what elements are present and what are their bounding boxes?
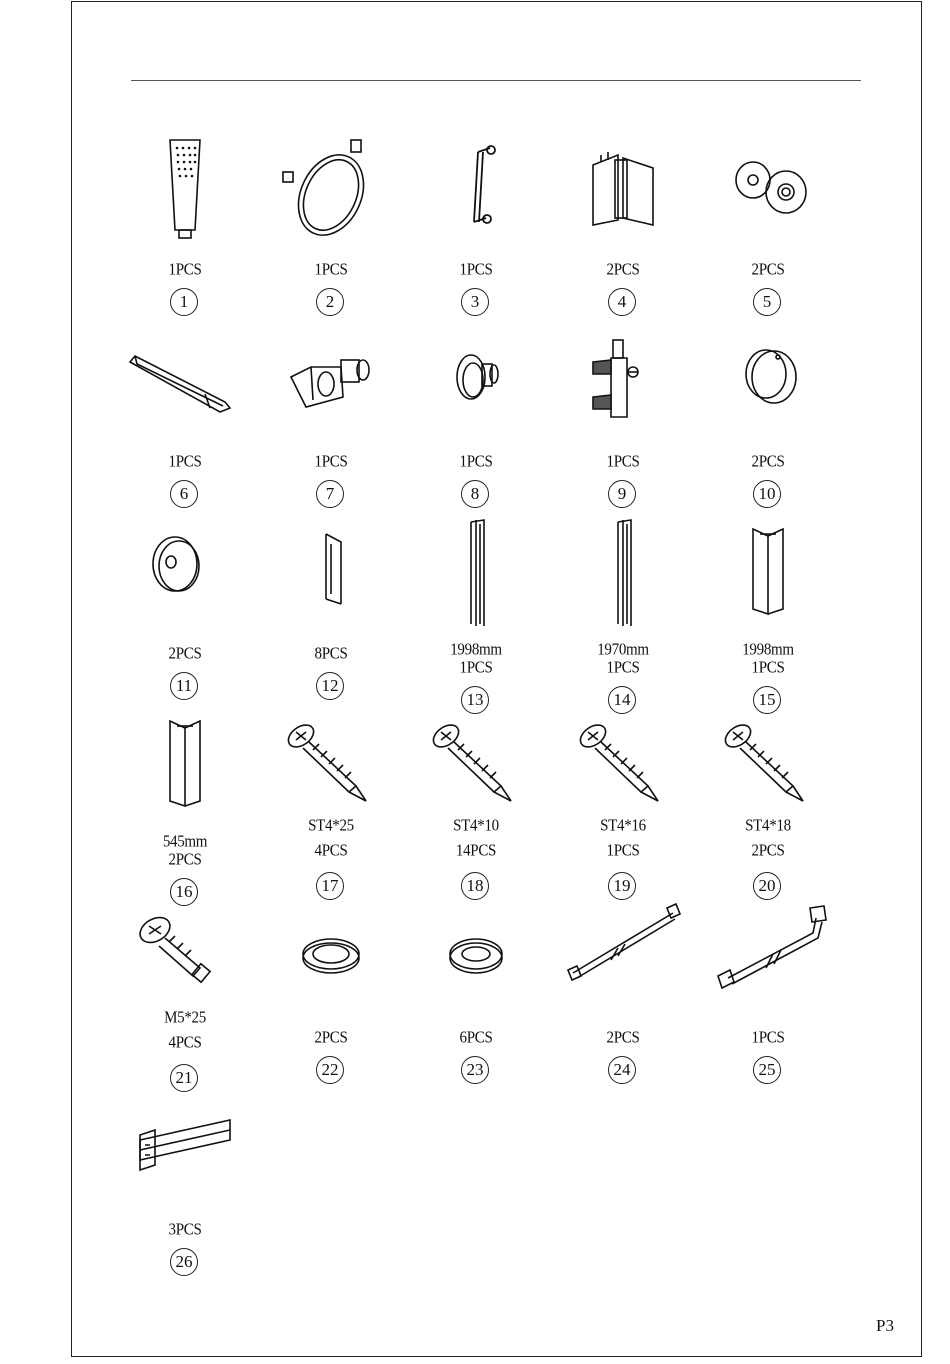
part-item-11: [120, 514, 250, 704]
part-item-16: [120, 706, 250, 901]
part-qty-label: 1PCS: [751, 658, 785, 678]
header-rule: [131, 80, 861, 81]
part-qty-label: 2PCS: [751, 452, 785, 472]
part-number-badge: 18: [461, 872, 489, 900]
part-qty-label: 2PCS: [751, 260, 785, 280]
part-number-badge: 24: [608, 1056, 636, 1084]
part-item-6: [120, 322, 250, 512]
screw-icon: [271, 706, 391, 826]
part-number-badge: 6: [170, 480, 198, 508]
part-number-badge: 14: [608, 686, 636, 714]
wall-holder-icon: [271, 322, 391, 442]
part-item-26: [120, 1090, 250, 1280]
part-qty-label: 1PCS: [606, 452, 640, 472]
part-number-badge: 4: [608, 288, 636, 316]
part-item-21: [120, 898, 250, 1088]
part-item-23: [411, 898, 541, 1088]
part-number-badge: 7: [316, 480, 344, 508]
part-number-badge: 21: [170, 1064, 198, 1092]
part-item-18: [411, 706, 541, 896]
part-number-badge: 5: [753, 288, 781, 316]
short-bracket-icon: [271, 514, 391, 634]
part-item-17: [266, 706, 396, 896]
part-size-label: ST4*16: [600, 816, 646, 836]
part-item-8: [411, 322, 541, 512]
hand-shower-icon: [125, 130, 245, 250]
part-size-label: M5*25: [164, 1008, 206, 1028]
part-item-3: [411, 130, 541, 320]
part-number-badge: 22: [316, 1056, 344, 1084]
door-handle-icon: [416, 130, 536, 250]
long-profile-icon: [563, 514, 683, 634]
part-number-badge: 13: [461, 686, 489, 714]
part-number-badge: 9: [608, 480, 636, 508]
part-qty-label: 14PCS: [455, 841, 497, 861]
bent-pipe-icon: [708, 898, 828, 1018]
part-size-label: ST4*18: [745, 816, 791, 836]
part-qty-label: 4PCS: [168, 1033, 202, 1053]
machine-bolt-icon: [125, 898, 245, 1018]
page-number: P3: [876, 1316, 894, 1335]
valve-body-icon: [563, 322, 683, 442]
part-item-25: [703, 898, 833, 1088]
part-number-badge: 3: [461, 288, 489, 316]
part-qty-label: 3PCS: [168, 1220, 202, 1240]
part-number-badge: 11: [170, 672, 198, 700]
trim-cap-icon: [708, 322, 828, 442]
glass-hinge-icon: [563, 130, 683, 250]
part-qty-label: 1PCS: [751, 1028, 785, 1048]
part-qty-label: 1PCS: [606, 658, 640, 678]
flex-pipe-icon: [563, 898, 683, 1018]
part-item-14: [558, 514, 688, 709]
part-qty-label: 2PCS: [606, 260, 640, 280]
flange-washer-icon: [125, 514, 245, 634]
part-qty-label: 1PCS: [168, 260, 202, 280]
part-number-badge: 15: [753, 686, 781, 714]
part-item-20: [703, 706, 833, 896]
part-qty-label: 2PCS: [168, 850, 202, 870]
seal-strip-icon: [125, 1090, 245, 1210]
part-number-badge: 10: [753, 480, 781, 508]
part-qty-label: 2PCS: [751, 841, 785, 861]
h-profile-icon: [125, 706, 245, 826]
part-item-4: [558, 130, 688, 320]
filter-washer-icon: [271, 898, 391, 1018]
part-item-2: [266, 130, 396, 320]
part-qty-label: 1PCS: [314, 452, 348, 472]
cover-plate-pair-icon: [708, 130, 828, 250]
part-qty-label: 6PCS: [459, 1028, 493, 1048]
part-number-badge: 23: [461, 1056, 489, 1084]
part-item-15: [703, 514, 833, 709]
part-number-badge: 19: [608, 872, 636, 900]
part-qty-label: 1PCS: [606, 841, 640, 861]
part-number-badge: 17: [316, 872, 344, 900]
part-number-badge: 8: [461, 480, 489, 508]
part-number-badge: 1: [170, 288, 198, 316]
part-size-label: ST4*10: [453, 816, 499, 836]
part-qty-label: 8PCS: [314, 644, 348, 664]
part-number-badge: 26: [170, 1248, 198, 1276]
part-length-label: 1998mm: [742, 640, 794, 660]
screw-icon: [416, 706, 536, 826]
shower-hose-icon: [271, 130, 391, 250]
part-number-badge: 20: [753, 872, 781, 900]
part-item-24: [558, 898, 688, 1088]
part-item-10: [703, 322, 833, 512]
part-item-13: [411, 514, 541, 709]
part-qty-label: 2PCS: [314, 1028, 348, 1048]
rubber-washer-icon: [416, 898, 536, 1018]
part-item-12: [266, 514, 396, 704]
part-qty-label: 2PCS: [168, 644, 202, 664]
part-item-7: [266, 322, 396, 512]
handle-knob-icon: [416, 322, 536, 442]
part-qty-label: 4PCS: [314, 841, 348, 861]
part-item-1: [120, 130, 250, 320]
part-item-9: [558, 322, 688, 512]
h-profile-icon: [708, 514, 828, 634]
screw-icon: [563, 706, 683, 826]
part-length-label: 545mm: [162, 832, 208, 852]
long-profile-icon: [416, 514, 536, 634]
part-number-badge: 12: [316, 672, 344, 700]
part-qty-label: 1PCS: [459, 260, 493, 280]
part-size-label: ST4*25: [308, 816, 354, 836]
screw-icon: [708, 706, 828, 826]
part-length-label: 1998mm: [450, 640, 502, 660]
part-length-label: 1970mm: [597, 640, 649, 660]
part-qty-label: 1PCS: [314, 260, 348, 280]
part-qty-label: 1PCS: [168, 452, 202, 472]
part-number-badge: 2: [316, 288, 344, 316]
part-item-19: [558, 706, 688, 896]
part-item-22: [266, 898, 396, 1088]
part-number-badge: 16: [170, 878, 198, 906]
part-number-badge: 25: [753, 1056, 781, 1084]
spout-icon: [125, 322, 245, 442]
part-qty-label: 1PCS: [459, 658, 493, 678]
part-qty-label: 2PCS: [606, 1028, 640, 1048]
part-item-5: [703, 130, 833, 320]
part-qty-label: 1PCS: [459, 452, 493, 472]
